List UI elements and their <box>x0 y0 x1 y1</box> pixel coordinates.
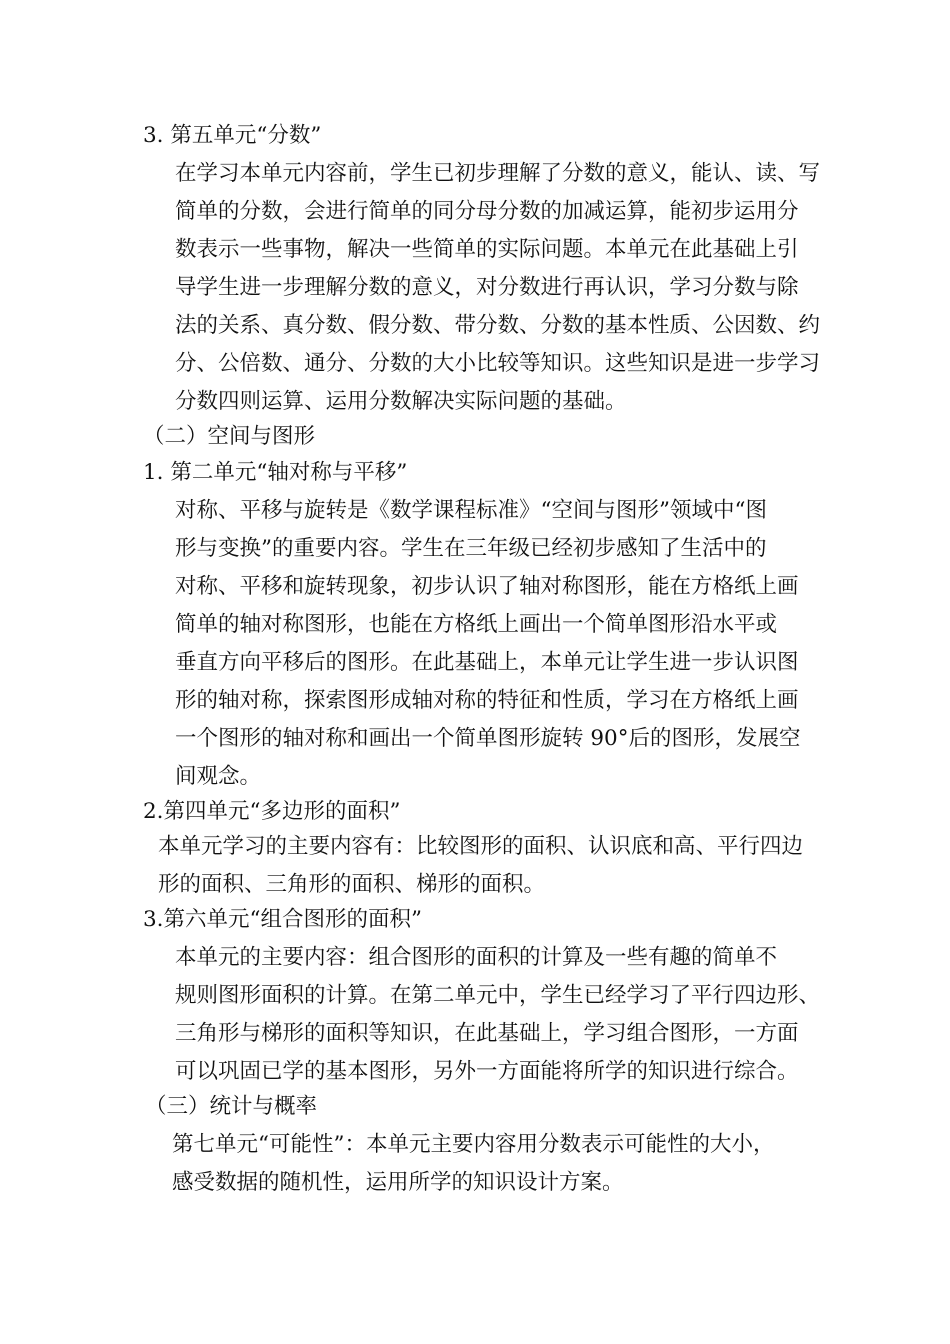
paragraph-line: 一个图形的轴对称和画出一个简单图形旋转 90°后的图形，发展空 <box>175 726 801 751</box>
paragraph-line: 本单元的主要内容：组合图形的面积的计算及一些有趣的简单不 <box>175 945 778 970</box>
paragraph-line: 分数四则运算、运用分数解决实际问题的基础。 <box>175 389 627 414</box>
paragraph-line: 间观念。 <box>175 764 262 789</box>
paragraph-line: 简单的分数，会进行简单的同分母分数的加减运算，能初步运用分 <box>175 199 799 224</box>
paragraph-line: 第七单元“可能性”：本单元主要内容用分数表示可能性的大小， <box>172 1132 775 1157</box>
paragraph-line: 形与变换”的重要内容。学生在三年级已经初步感知了生活中的 <box>175 536 767 561</box>
paragraph-line: 简单的轴对称图形，也能在方格纸上画出一个简单图形沿水平或 <box>175 612 778 637</box>
paragraph-line: 形的面积、三角形的面积、梯形的面积。 <box>158 872 546 897</box>
section-heading: （三）统计与概率 <box>145 1094 318 1119</box>
paragraph-line: 法的关系、真分数、假分数、带分数、分数的基本性质、公因数、约 <box>175 313 821 338</box>
section-heading: （二）空间与图形 <box>143 424 316 449</box>
paragraph-line: 三角形与梯形的面积等知识，在此基础上，学习组合图形，一方面 <box>175 1021 799 1046</box>
paragraph-line: 导学生进一步理解分数的意义，对分数进行再认识，学习分数与除 <box>175 275 799 300</box>
unit-heading: 2.第四单元“多边形的面积” <box>143 799 401 824</box>
paragraph-line: 规则图形面积的计算。在第二单元中，学生已经学习了平行四边形、 <box>175 983 821 1008</box>
paragraph-line: 分、公倍数、通分、分数的大小比较等知识。这些知识是进一步学习 <box>175 351 821 376</box>
unit-heading: 1. 第二单元“轴对称与平移” <box>143 460 408 485</box>
paragraph-line: 对称、平移与旋转是《数学课程标准》“空间与图形”领域中“图 <box>175 498 767 523</box>
paragraph-line: 可以巩固已学的基本图形，另外一方面能将所学的知识进行综合。 <box>175 1059 799 1084</box>
paragraph-line: 对称、平移和旋转现象，初步认识了轴对称图形，能在方格纸上画 <box>175 574 799 599</box>
paragraph-line: 数表示一些事物，解决一些简单的实际问题。本单元在此基础上引 <box>175 237 799 262</box>
paragraph-line: 感受数据的随机性，运用所学的知识设计方案。 <box>172 1170 624 1195</box>
paragraph-line: 形的轴对称，探索图形成轴对称的特征和性质，学习在方格纸上画 <box>175 688 799 713</box>
paragraph-line: 本单元学习的主要内容有：比较图形的面积、认识底和高、平行四边 <box>158 834 804 859</box>
paragraph-line: 垂直方向平移后的图形。在此基础上，本单元让学生进一步认识图 <box>175 650 799 675</box>
paragraph-line: 在学习本单元内容前，学生已初步理解了分数的意义，能认、读、写 <box>175 161 821 186</box>
unit-heading: 3. 第五单元“分数” <box>143 123 322 148</box>
unit-heading: 3.第六单元“组合图形的面积” <box>143 907 422 932</box>
